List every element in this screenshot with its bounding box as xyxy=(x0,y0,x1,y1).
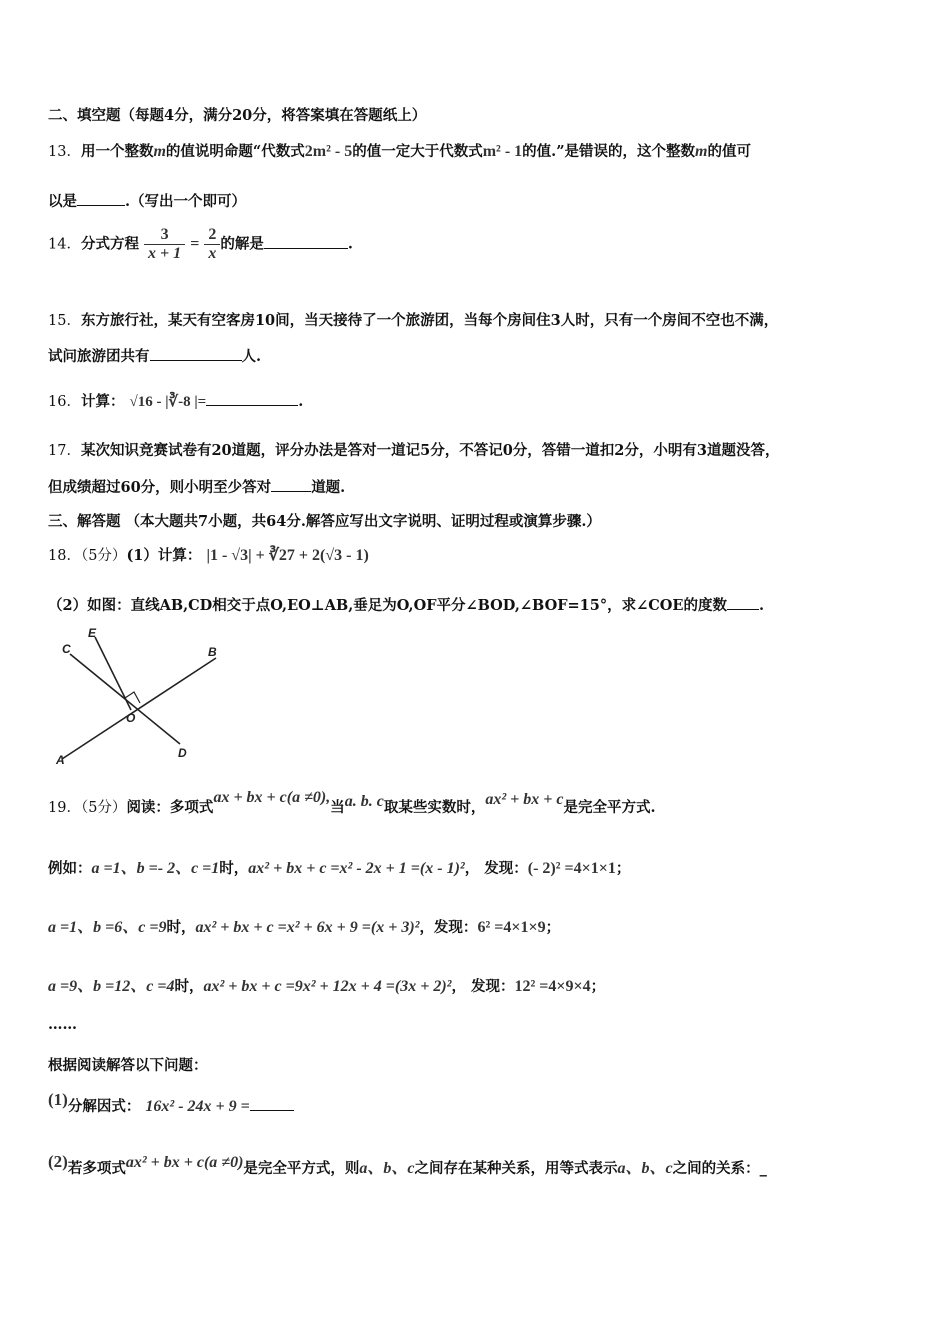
part-2-abc-2: a、b、c xyxy=(617,1160,673,1177)
part-2-abc: a、b、c xyxy=(359,1160,415,1177)
question-number: 18． xyxy=(48,548,81,564)
ex2-values: a =1、b =6、c =9 xyxy=(48,919,167,936)
q19-prompt: 根据阅读解答以下问题： xyxy=(48,1057,208,1074)
ex1-values: a =1、b =- 2、c =1 xyxy=(91,860,220,877)
question-16 xyxy=(48,390,303,411)
question-15-line-2 xyxy=(48,345,261,366)
q13-text-5: 的值可 xyxy=(707,143,751,160)
q14-text: 分式方程 xyxy=(80,235,139,253)
ex1-expression: ax² + bx + c =x² - 2x + 1 =(x - 1)² xyxy=(248,860,465,877)
part-2-text-3: 之间存在某种关系，用等式表示 xyxy=(414,1160,618,1177)
q18-score: （5分） xyxy=(80,548,127,564)
geometry-figure xyxy=(48,626,238,766)
answer-blank[interactable] xyxy=(77,193,125,206)
ex2-text: 时， xyxy=(166,919,196,936)
ex3-relation: 12² =4×9×4 xyxy=(514,978,591,995)
q16-text: 计算： xyxy=(80,393,125,410)
ex3-text: 时， xyxy=(174,978,204,995)
q18-part2-text: （2）如图：直线AB,CD相交于点O,EO⊥AB,垂足为O,OF平分∠BOD,∠BOF=15°，求∠COE的度数 xyxy=(48,597,727,614)
ex2-end: ； xyxy=(545,919,561,936)
ex2-find: ，发现： xyxy=(419,919,478,936)
answer-blank[interactable] xyxy=(264,236,348,249)
q19-part-1 xyxy=(48,1090,294,1116)
q13-var-m: m xyxy=(153,143,166,160)
question-number: 16． xyxy=(48,394,81,410)
section-3-heading: 三、解答题 （本大题共7小题，共64分.解答应写出文字说明、证明过程或演算步骤.） xyxy=(48,513,601,530)
q18-part2-end: . xyxy=(758,597,765,614)
question-number: 15． xyxy=(48,313,81,329)
label-d: D xyxy=(178,746,187,760)
q13-text-3: 的值一定大于代数式 xyxy=(352,143,483,160)
answer-blank[interactable] xyxy=(250,1098,294,1111)
q19-part-2 xyxy=(48,1152,767,1178)
question-18-part-2 xyxy=(48,594,764,615)
q13-line2-b: .（写出一个即可） xyxy=(125,193,247,210)
q18-part1: (1）计算： xyxy=(126,547,202,564)
q14-tail: 的解是 xyxy=(220,235,264,253)
question-15 xyxy=(48,309,778,330)
label-e: E xyxy=(88,626,97,640)
part-2-text-4: 之间的关系：_ xyxy=(672,1160,767,1177)
q18-expression: |1 - √3| + ∛27 + 2(√3 - 1) xyxy=(206,547,369,564)
ex3-values: a =9、b =12、c =4 xyxy=(48,978,175,995)
q13-var-m-2: m xyxy=(695,143,708,160)
ex1-find: ， 发现： xyxy=(464,860,528,877)
part-1-number: (1) xyxy=(48,1090,68,1109)
question-13 xyxy=(48,140,751,161)
answer-blank[interactable] xyxy=(206,393,298,406)
q17-line-1: 某次知识竞赛试卷有20道题，评分办法是答对一道记5分，不答记0分，答错一道扣2分，小明有3道题没答， xyxy=(80,442,780,459)
answer-blank[interactable] xyxy=(727,597,759,610)
ex3-find: ， 发现： xyxy=(451,978,515,995)
q16-expression: √16 - |∛-8 |= xyxy=(129,394,207,410)
ray-oe xyxy=(95,637,131,710)
part-1-expression: 16x² - 24x + 9 = xyxy=(145,1098,250,1115)
q14-end: . xyxy=(347,235,353,253)
section-2-heading: 二、填空题（每题4分，满分20分，将答案填在答题纸上） xyxy=(48,107,427,124)
example-2 xyxy=(48,914,560,937)
ex3-expression: ax² + bx + c =9x² + 12x + 4 =(3x + 2)² xyxy=(203,978,452,995)
q13-text-1: 用一个整数 xyxy=(80,143,154,160)
q19-expr-1: ax + bx + c(a ≠0), xyxy=(213,789,331,806)
label-c: C xyxy=(62,642,71,656)
q19-abc: a. b. c xyxy=(344,793,384,810)
q19-text-3: 取某些实数时， xyxy=(383,799,486,816)
question-number: 17． xyxy=(48,443,81,459)
q13-text-2: 的值说明命题“代数式 xyxy=(165,143,305,160)
ex1-text: 时， xyxy=(219,860,249,877)
question-19 xyxy=(48,789,656,817)
part-2-text-1: 若多项式 xyxy=(67,1160,126,1177)
ex1-relation: (- 2)² =4×1×1 xyxy=(527,860,616,877)
part-2-number: (2) xyxy=(48,1152,68,1171)
question-13-line-2 xyxy=(48,190,246,211)
q19-text-1: 阅读：多项式 xyxy=(126,799,214,816)
q17-line2-b: 道题. xyxy=(311,479,346,496)
label-o: O xyxy=(126,711,136,725)
part-2-expression: ax² + bx + c(a ≠0) xyxy=(125,1154,244,1171)
q13-expr-2: m² - 1 xyxy=(482,143,523,160)
ellipsis: …… xyxy=(48,1016,77,1033)
ex3-end: ； xyxy=(590,978,606,995)
question-17-line-2 xyxy=(48,476,345,497)
question-18 xyxy=(48,544,369,565)
example-3 xyxy=(48,973,605,996)
q19-text-2: 当 xyxy=(330,799,345,816)
fraction-2-over-x: $\frac{2}{x}$ xyxy=(204,226,220,263)
line-ab xyxy=(62,658,216,759)
answer-blank[interactable] xyxy=(271,479,311,492)
part-2-text-2: 是完全平方式，则 xyxy=(243,1160,360,1177)
label-b: B xyxy=(208,645,217,659)
question-17 xyxy=(48,439,779,460)
example-1 xyxy=(48,855,630,878)
q15-line2-a: 试问旅游团共有 xyxy=(48,348,150,365)
question-number: 14． xyxy=(48,236,81,253)
q13-text-4: 的值.”是错误的，这个整数 xyxy=(522,143,696,160)
ex1-end: ； xyxy=(615,860,631,877)
ex2-relation: 6² =4×1×9 xyxy=(477,919,546,936)
label-a: A xyxy=(56,753,65,766)
q16-end: . xyxy=(298,393,304,410)
q13-expr-1: 2m² - 5 xyxy=(304,143,353,160)
answer-blank[interactable] xyxy=(150,348,242,361)
question-number: 19． xyxy=(48,800,81,816)
question-14 xyxy=(48,226,353,263)
part-1-text: 分解因式： xyxy=(67,1098,141,1115)
q19-expr-2: ax² + bx + c xyxy=(485,791,564,808)
q13-line2-a: 以是 xyxy=(48,193,77,210)
q19-text-4: 是完全平方式. xyxy=(563,799,656,816)
q15-line-1: 东方旅行社，某天有空客房10间，当天接待了一个旅游团，当每个房间住3人时，只有一个房间不空也不满， xyxy=(80,312,779,329)
q15-line2-b: 人. xyxy=(241,348,262,365)
example-label: 例如： xyxy=(48,860,92,877)
ex2-expression: ax² + bx + c =x² + 6x + 9 =(x + 3)² xyxy=(195,919,420,936)
q19-score: （5分） xyxy=(80,800,127,816)
question-number: 13． xyxy=(48,144,81,160)
equals-sign: = xyxy=(190,235,200,253)
fraction-3-over-x-plus-1: $\frac{3}{x + 1}$ xyxy=(144,226,185,263)
q17-line2-a: 但成绩超过60分，则小明至少答对 xyxy=(48,479,272,496)
